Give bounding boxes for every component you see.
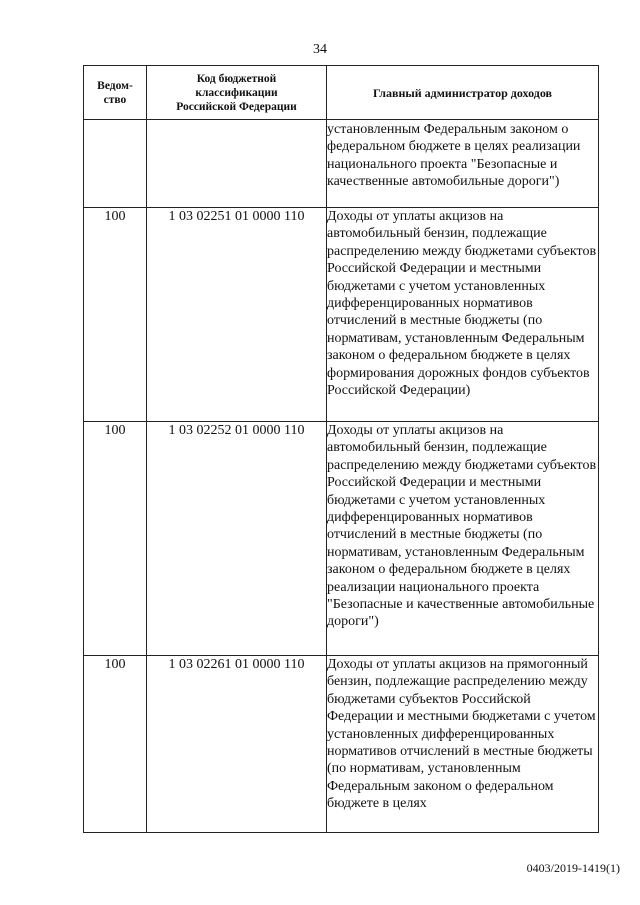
cell-department: 100 [84,208,147,422]
cell-code: 1 03 02251 01 0000 110 [147,208,327,422]
table-row [84,120,599,208]
cell-department: 100 [84,656,147,833]
document-footer-code: 0403/2019-1419(1) [526,861,620,875]
cell-administrator: Доходы от уплаты акцизов на прямогонный бензин, подлежащие распределению между бюджетами субъектов Российской Федерации и местными бюджетами с учетом установленных дифференцированных нормативов отчислений в местные бюджеты (по нормативам, установленным Федеральным законом о федеральном бюджете в целях [327,656,599,833]
header-department [84,66,147,120]
table-row [84,208,599,422]
revenue-admin-table [83,65,599,833]
table-row [84,422,599,656]
cell-administrator: установленным Федеральным законом о федеральном бюджете в целях реализации национального проекта "Безопасные и качественные автомобильные дороги") [327,120,599,208]
cell-department [84,120,147,208]
cell-code: 1 03 02261 01 0000 110 [147,656,327,833]
header-code-label: Код бюджетной классификации Российской Федерации [176,72,297,113]
page-number: 34 [313,42,327,57]
header-department-label: Ведом- ство [97,79,133,106]
header-administrator [327,66,599,120]
table-header-row [84,66,599,120]
header-administrator-label: Главный администратор доходов [372,85,553,100]
cell-code [147,120,327,208]
header-code [147,66,327,120]
table-row [84,656,599,833]
cell-department: 100 [84,422,147,656]
cell-administrator: Доходы от уплаты акцизов на автомобильный бензин, подлежащие распределению между бюджетами субъектов Российской Федерации и местными бюджетами с учетом установленных дифференцированных нормативов отчислений в местные бюджеты (по нормативам, установленным Федеральным законом о федеральном бюджете в целях реализации национального проекта "Безопасные и качественные автомобильные дороги") [327,422,599,656]
cell-code: 1 03 02252 01 0000 110 [147,422,327,656]
cell-administrator: Доходы от уплаты акцизов на автомобильный бензин, подлежащие распределению между бюджетами субъектов Российской Федерации и местными бюджетами с учетом установленных дифференцированных нормативов отчислений в местные бюджеты (по нормативам, установленным Федеральным законом о федеральном бюджете в целях формирования дорожных фондов субъектов Российской Федерации) [327,208,599,422]
